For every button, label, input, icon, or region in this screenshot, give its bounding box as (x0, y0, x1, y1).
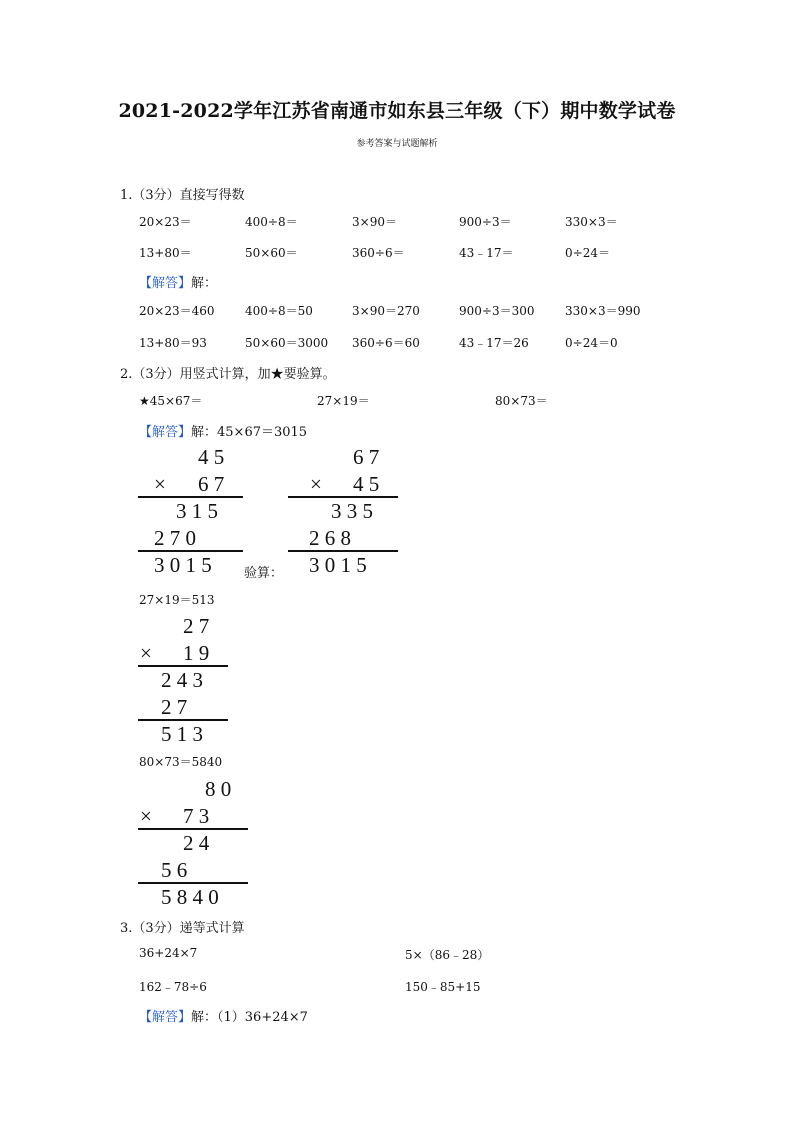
q1-problem: 50×60＝ (245, 246, 298, 260)
calc-rule (138, 496, 243, 498)
q1-answer: 330×3＝990 (565, 304, 641, 318)
q1-answer: 13+80＝93 (139, 336, 207, 350)
q2-answer-line (139, 421, 307, 440)
q1-problem: 20×23＝ (139, 215, 192, 229)
answer-label: 【解答】 (139, 1010, 192, 1025)
answer-text: 解：（1）36+24×7 (191, 1010, 308, 1025)
answer-label: 【解答】 (139, 425, 192, 440)
calc-partial: 2 6 8 (309, 526, 351, 550)
q2-heading: 2.（3分）用竖式计算，加★要验算。 (120, 367, 336, 382)
q1-answer: 0÷24＝0 (565, 336, 618, 350)
calc-rule (288, 550, 398, 552)
q1-problem: 400÷8＝ (245, 215, 298, 229)
calc-partial: 2 4 3 (161, 668, 203, 692)
calc-rule (138, 828, 248, 830)
q3-problem: 162﹣78÷6 (139, 980, 207, 994)
q1-answer-line (139, 272, 217, 291)
answer-prefix: 解： (191, 276, 218, 291)
calc-times-sign: × (140, 804, 152, 828)
q2-problem: 80×73＝ (495, 394, 548, 408)
q3-answer-line (139, 1006, 308, 1025)
page-subtitle: 参考答案与试题解析 (356, 139, 438, 149)
calc-result: 5 1 3 (161, 722, 203, 746)
calc-times-sign: × (310, 472, 322, 496)
q1-answer: 20×23＝460 (139, 304, 215, 318)
q3-problem: 5×（86﹣28） (405, 948, 490, 962)
calc-rule (288, 496, 398, 498)
calc-multiplier: 1 9 (183, 641, 210, 665)
answer-text: 解：45×67＝3015 (191, 425, 308, 440)
calc-partial: 2 7 (161, 695, 188, 719)
q3-problem: 36+24×7 (139, 946, 198, 960)
q1-problem: 0÷24＝ (565, 246, 610, 260)
page-title: 2021-2022学年江苏省南通市如东县三年级（下）期中数学试卷 (118, 100, 676, 122)
calc-partial: 2 7 0 (154, 526, 196, 550)
calc-partial: 5 6 (161, 858, 188, 882)
q2-line3: 80×73＝5840 (139, 755, 223, 769)
q1-answer: 50×60＝3000 (245, 336, 329, 350)
calc-multiplier: 6 7 (198, 472, 225, 496)
answer-label: 【解答】 (139, 276, 192, 291)
calc-partial: 3 3 5 (331, 499, 373, 523)
q1-heading: 1.（3分）直接写得数 (120, 188, 245, 203)
q1-problem: 330×3＝ (565, 215, 618, 229)
calc-rule (138, 550, 243, 552)
q1-problem: 13+80＝ (139, 246, 192, 260)
calc-multiplicand: 6 7 (353, 445, 380, 469)
calc-rule (138, 719, 228, 721)
q1-answer: 3×90＝270 (352, 304, 420, 318)
calc-times-sign: × (140, 641, 152, 665)
q2-problem: ★45×67＝ (139, 394, 203, 408)
q1-answer: 360÷6＝60 (352, 336, 420, 350)
calc-result: 3 0 1 5 (309, 553, 367, 577)
calc-multiplicand: 4 5 (198, 445, 225, 469)
calc-rule (138, 882, 248, 884)
calc-multiplier: 4 5 (353, 472, 380, 496)
calc-result: 5 8 4 0 (161, 885, 219, 909)
calc-multiplier: 7 3 (183, 804, 210, 828)
check-label: 验算： (244, 566, 284, 581)
q1-answer: 900÷3＝300 (459, 304, 535, 318)
calc-partial: 3 1 5 (176, 499, 218, 523)
q1-problem: 360÷6＝ (352, 246, 405, 260)
q1-problem: 3×90＝ (352, 215, 397, 229)
q3-heading: 3.（3分）递等式计算 (120, 921, 245, 936)
q1-problem: 900÷3＝ (459, 215, 512, 229)
calc-multiplicand: 8 0 (205, 777, 232, 801)
calc-rule (138, 665, 228, 667)
q3-problem: 150﹣85+15 (405, 980, 481, 994)
calc-result: 3 0 1 5 (154, 553, 212, 577)
calc-multiplicand: 2 7 (183, 614, 210, 638)
calc-partial: 2 4 (183, 831, 210, 855)
q1-answer: 400÷8＝50 (245, 304, 313, 318)
q2-line2: 27×19＝513 (139, 593, 215, 607)
calc-times-sign: × (154, 472, 166, 496)
q2-problem: 27×19＝ (317, 394, 370, 408)
q1-answer: 43﹣17＝26 (459, 336, 529, 350)
q1-problem: 43﹣17＝ (459, 246, 514, 260)
